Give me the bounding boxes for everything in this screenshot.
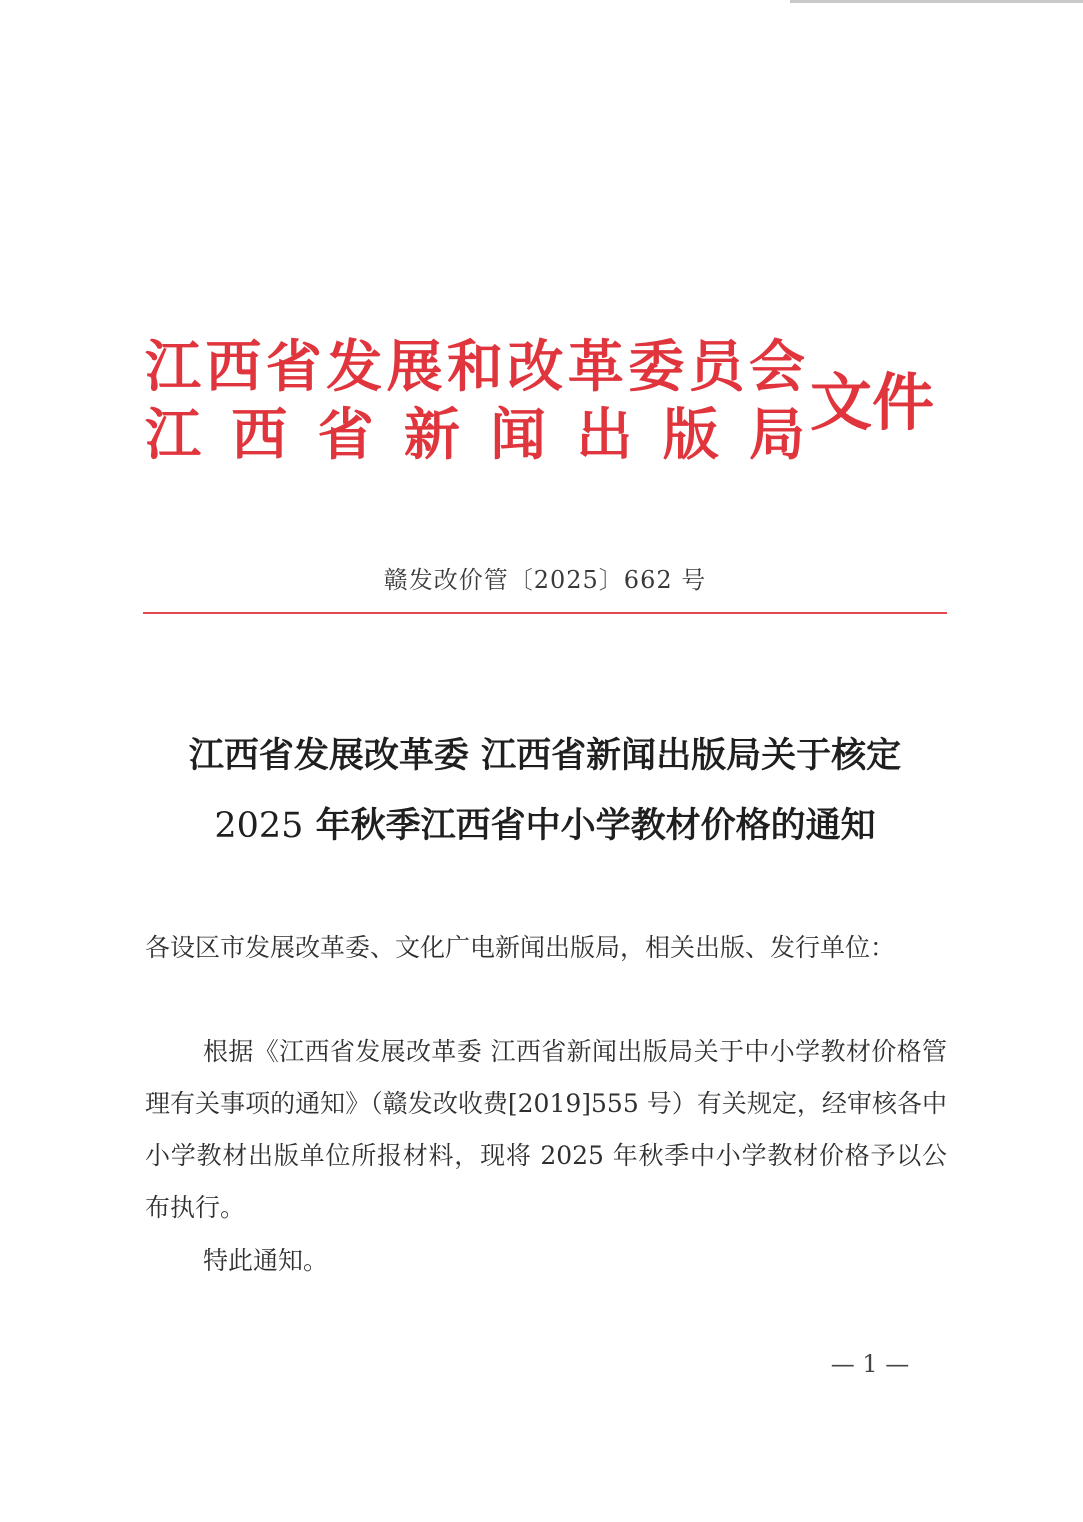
scan-top-edge xyxy=(790,0,1083,3)
issuer-suffix: 文件 xyxy=(810,366,935,439)
title-line-2-text: 年秋季江西省中小学教材价格的通知 xyxy=(303,805,876,846)
closing-line: 特此通知。 xyxy=(203,1246,329,1275)
salutation: 各设区市发展改革委、文化广电新闻出版局，相关出版、发行单位： xyxy=(145,933,896,962)
issuer-line-2: 江 西 省 新 闻 出 版 局 xyxy=(145,402,805,468)
issuer-header xyxy=(145,336,955,470)
page-number: — 1 — xyxy=(830,1350,910,1378)
document-title-line-1: 江西省发展改革委 江西省新闻出版局关于核定 xyxy=(188,735,902,776)
body-paragraph: 根据《江西省发展改革委 江西省新闻出版局关于中小学教材价格管理有关事项的通知》（赣发改收费[2019]555 号）有关规定，经审核各中小学教材出版单位所报材料，现将 2025 年秋季中小学教材价格予以公布执行。 xyxy=(145,1037,947,1222)
document-title-line-2 xyxy=(145,798,945,848)
document-number: 赣发改价管〔2025〕662 号 xyxy=(383,566,707,594)
red-separator-rule xyxy=(143,612,947,614)
title-year: 2025 xyxy=(214,806,304,846)
issuer-line-1: 江西省发展和改革委员会 xyxy=(145,334,805,400)
